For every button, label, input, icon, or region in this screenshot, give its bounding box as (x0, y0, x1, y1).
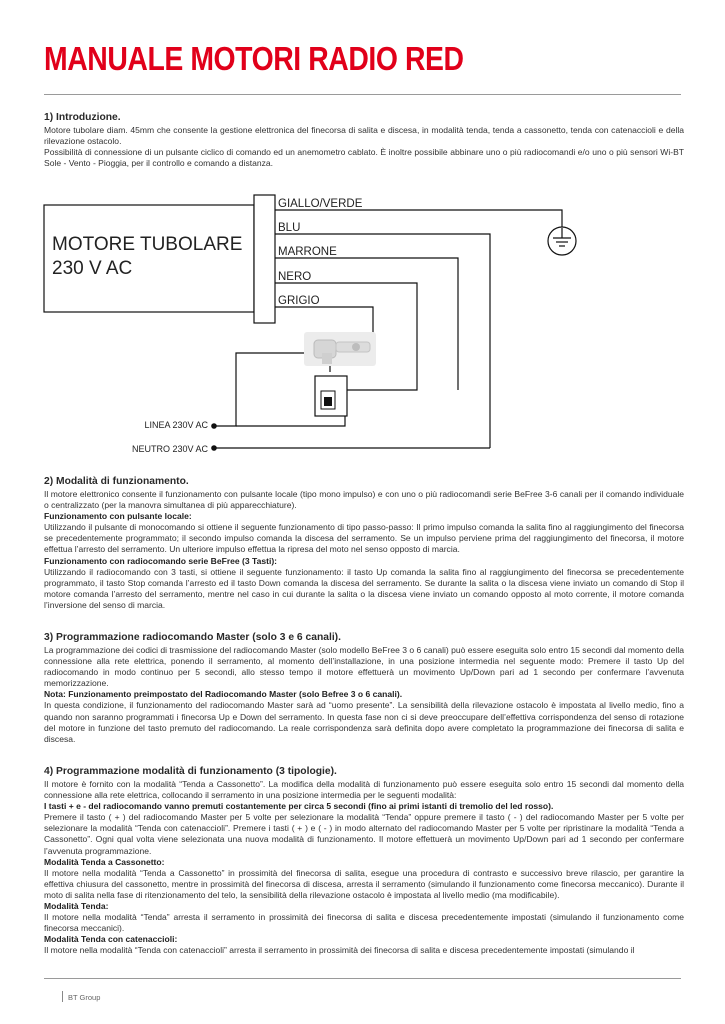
section-heading: 4) Programmazione modalità di funzionamento (3 tipologie). (44, 766, 337, 777)
footer-text: BT Group (68, 993, 101, 1002)
paragraph: Possibilità di connessione di un pulsante ciclico di comando ed un anemometro cablato. È inoltre possibile abbinare uno o più radiocomandi e/o uno o più sensori Wi-BT Sole - Vento - Pioggia, per il controllo e comando a distanza. (44, 147, 684, 169)
footer-mark (62, 991, 63, 1002)
paragraph: La programmazione dei codici di trasmissione del radiocomando Master (solo modello BeFree 3 o 6 canali) può essere eseguita solo entro 15 secondi dal momento della connessione alla rete elettrica, ponendo il serramento, al momento dell’installazione, in una posizione intermedia nel seguente modo: Premere il tasto Up del radiocomando in modo continuo per 5 secondi, allo stesso tempo il motore effettuerà un movimento Up/Down pari ad 1 secondo per confermare l’avvenuta memorizzazione. (44, 645, 684, 689)
wire-label-giallo-verde: GIALLO/VERDE (278, 198, 363, 210)
terminal-block (254, 195, 275, 323)
wire-label-blu: BLU (278, 222, 301, 234)
wall-switch-icon (315, 376, 347, 416)
section-heading: 2) Modalità di funzionamento. (44, 476, 189, 487)
earth-symbol-icon (548, 227, 576, 255)
subheading: Modalità Tenda: (44, 901, 109, 912)
subheading: I tasti + e - del radiocomando vanno premuti costantemente per circa 5 secondi (fino ai primi istanti di tremolio del led rosso). (44, 801, 554, 812)
wire-label-nero: NERO (278, 271, 312, 283)
section-master (44, 632, 684, 745)
section-modalita (44, 476, 684, 611)
title-divider (44, 94, 681, 95)
paragraph: Il motore nella modalità “Tenda” arresta il serramento in prossimità dei finecorsa di salita e discesa precedentemente impostati (simulando il funzionamento come finecorsa meccanici). (44, 912, 684, 934)
subheading: Nota: Funzionamento preimpostato del Radiocomando Master (solo Befree 3 o 6 canali). (44, 689, 403, 700)
subheading: Modalità Tenda con catenaccioli: (44, 934, 178, 945)
paragraph: Il motore elettronico consente il funzionamento con pulsante locale (tipo mono impulso) e con uno o più radiocomandi serie BeFree 3-6 canali per il comando individuale o centralizzato (per la manovra simultanea di più apparecchiature). (44, 489, 684, 511)
section-heading: 3) Programmazione radiocomando Master (solo 3 e 6 canali). (44, 632, 341, 643)
neutro-label: NEUTRO 230V AC (131, 444, 208, 454)
wiring-diagram (0, 190, 725, 470)
wire-label-marrone: MARRONE (278, 246, 337, 258)
neutro-terminal (211, 445, 217, 451)
wire-label-grigio: GRIGIO (278, 295, 320, 307)
paragraph: Il motore è fornito con la modalità “Tenda a Cassonetto”. La modifica della modalità di funzionamento può essere eseguita solo entro 15 secondi dal momento della connessione alla rete elettrica, collocando il serramento in una posizione intermedia per le seguenti modalità: (44, 779, 684, 801)
footer-divider (44, 978, 681, 979)
paragraph: Utilizzando il radiocomando con 3 tasti, si ottiene il seguente funzionamento: il tasto Up comanda la salita fino al raggiungimento del finecorsa se precedentemente programmato, il tasto Stop comanda l’arresto ed il tasto Down comanda la discesa del serramento. Se durante la salita o la discesa viene inviato un comando di Stop il motore comanda l’arresto del serramento, mentre nel caso in cui durante la salita o la discesa viene inviato un comando opposto al moto corrente, il motore comanda l’inversione del senso di marcia. (44, 566, 684, 610)
paragraph: Motore tubolare diam. 45mm che consente la gestione elettronica del finecorsa di salita e discesa, in modalità tenda, tenda a cassonetto, tenda con catenaccioli e della rilevazione ostacolo. (44, 125, 684, 147)
section-heading: 1) Introduzione. (44, 112, 121, 123)
section-introduction (44, 112, 684, 169)
linea-label: LINEA 230V AC (144, 420, 208, 430)
page-title: MANUALE MOTORI RADIO RED (44, 40, 464, 77)
section-programmazione (44, 766, 684, 957)
paragraph: In questa condizione, il funzionamento del radiocomando Master sarà ad “uomo presente”. La sensibilità della rilevazione ostacolo è impostata al livello medio, fino a quando non saranno programmati i finecorsa Up e Down del serramento. In questa fase non ci si deve preoccupare dell’effettiva corrispondenza del senso di rotazione del motore in funzione del tasto premuto del radiocomando. La reale corrispondenza sarà definita dopo avere completato la programmazione dei finecorsa di salita e discesa. (44, 700, 684, 744)
motor-label-line1: MOTORE TUBOLARE (52, 234, 243, 255)
linea-terminal (211, 423, 217, 429)
subheading: Modalità Tenda a Cassonetto: (44, 856, 165, 867)
subheading: Funzionamento con pulsante locale: (44, 511, 192, 522)
paragraph: Il motore nella modalità “Tenda con catenaccioli” arresta il serramento in prossimità dei finecorsa di salita e discesa precedentemente impostati (simulando il (44, 945, 635, 956)
paragraph: Premere il tasto ( + ) del radiocomando Master per 5 volte per selezionare la modalità “Tenda” oppure premere il tasto ( - ) del radiocomando Master per 5 volte per selezionare la modalità “Tenda con catenaccioli”. Premere i tasti ( + ) e ( - ) in modo alternato del radiocomando Master per 5 volte per ripristinare la modalità “Tenda a Cassonetto”. Ogni qual volta viene selezionata una nuova modalità di funzionamento. Il motore effettuerà un movimento Up/Down pari ad 1 secondo per confermare l’avvenuta programmazione. (44, 812, 684, 856)
paragraph: Il motore nella modalità “Tenda a Cassonetto” in prossimità del finecorsa di salita, esegue una procedura di contrasto e successivo breve rilascio, per garantire la effettiva chiusura del cassonetto, mentre in prossimità del finecorsa di discesa, arresta il serramento (simulando il funzionamento come finecorsa meccanico). Durante il moto di salita nella fase di ritenzionamento del telo, la sensibilità della rilevazione ostacolo è impostata al livello medio (ma modificabile). (44, 867, 684, 900)
paragraph: Utilizzando il pulsante di monocomando si ottiene il seguente funzionamento di tipo passo-passo: Il primo impulso comanda la salita fino al raggiungimento del finecorsa se precedentemente programmato; il secondo impulso comanda la discesa del serramento. Se un impulso perviene prima del raggiungimento del finecorsa, il motore effettua l’arresto del serramento. Un ulteriore impulso effettua la ripresa del moto nel senso opposto di marcia. (44, 522, 684, 555)
anemometer-sensor-icon (304, 332, 376, 366)
motor-label-line2: 230 V AC (52, 258, 133, 279)
subheading: Funzionamento con radiocomando serie BeFree (3 Tasti): (44, 555, 278, 566)
